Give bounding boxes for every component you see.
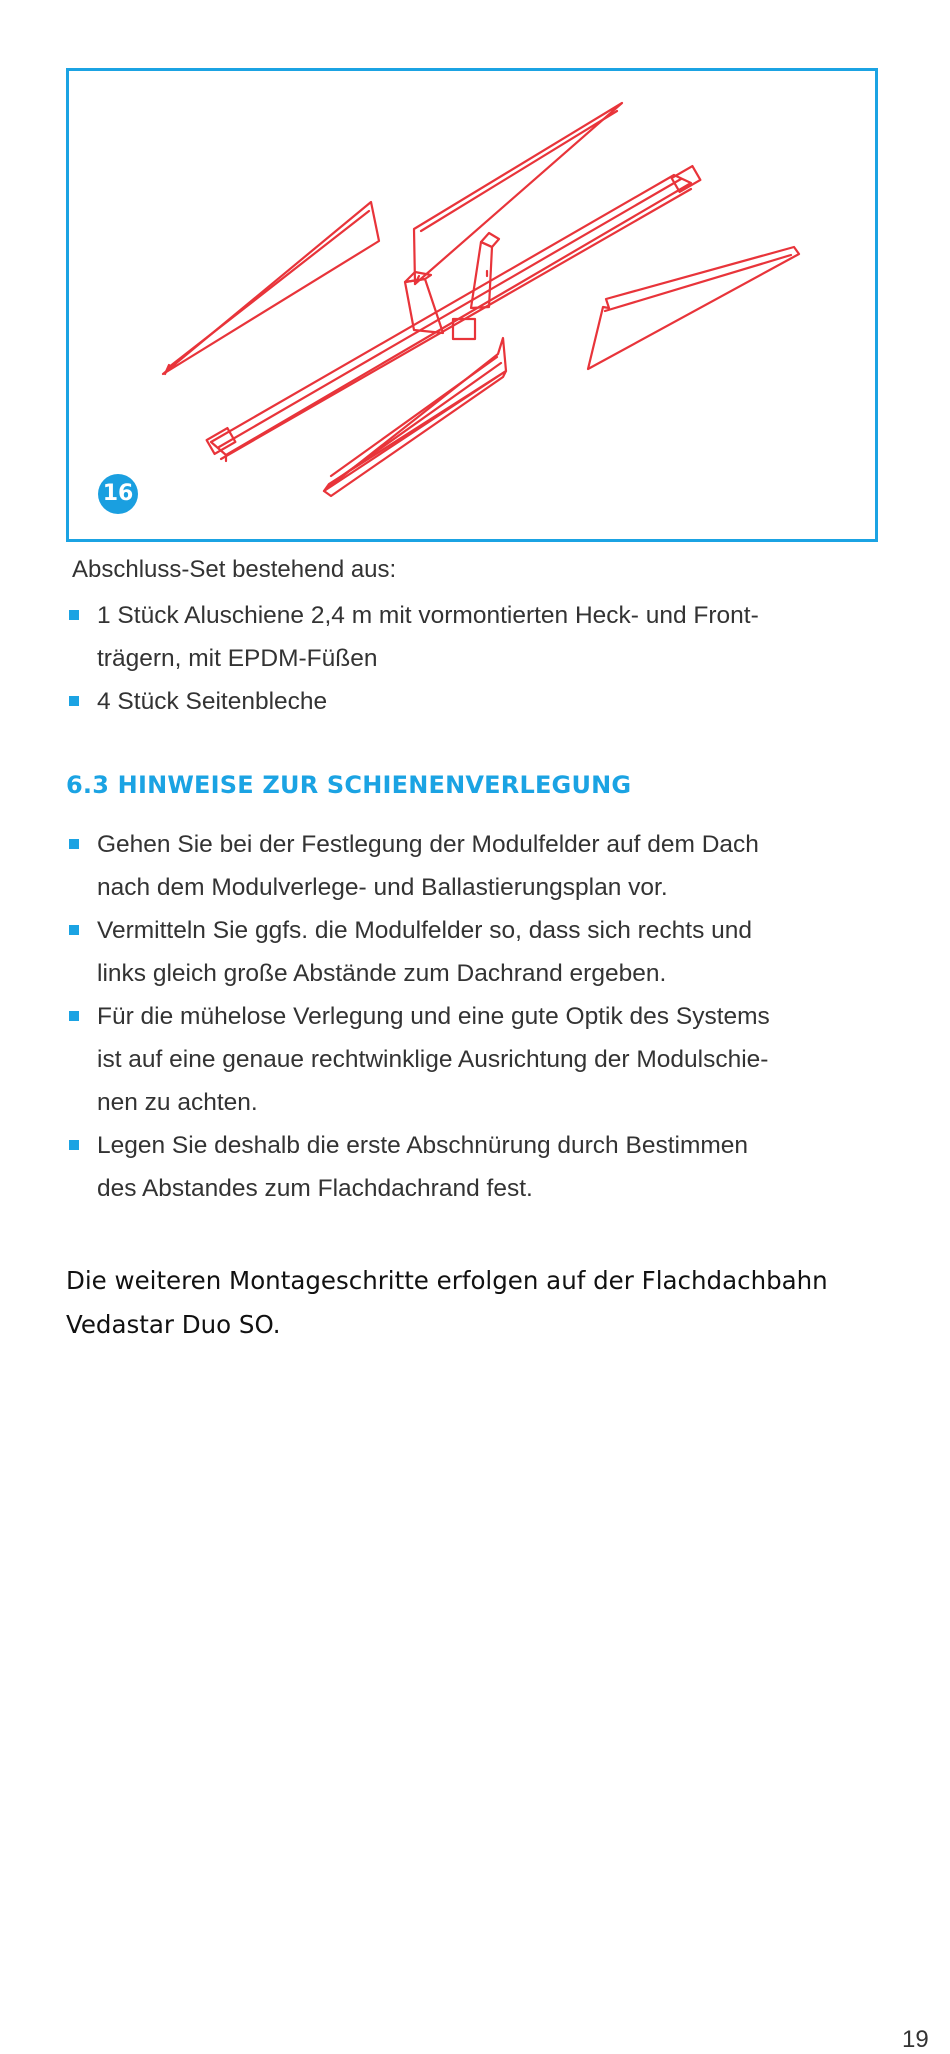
list-item-line: Gehen Sie bei der Festlegung der Modulfelder auf dem Dach <box>97 831 759 858</box>
list-item <box>66 594 886 680</box>
section-heading: 6.3 HINWEISE ZUR SCHIENENVERLEGUNG <box>66 771 632 799</box>
parts-list <box>66 594 886 723</box>
closing-note-line: Vedastar Duo SO. <box>66 1310 281 1339</box>
bullet-square-icon <box>69 696 79 706</box>
bullet-square-icon <box>69 610 79 620</box>
side-plate-right <box>588 247 799 369</box>
list-item <box>66 1124 886 1210</box>
list-item-line: trägern, mit EPDM-Füßen <box>97 645 378 672</box>
list-item-line: nen zu achten. <box>97 1089 258 1116</box>
list-item-line: Für die mühelose Verlegung und eine gute Optik des Systems <box>97 1003 770 1030</box>
side-plate-upper-left <box>163 202 379 374</box>
list-item <box>66 823 886 909</box>
bullet-square-icon <box>69 925 79 935</box>
instructions-list <box>66 823 886 1210</box>
figure-16 <box>66 68 878 542</box>
figure-caption: Abschluss-Set bestehend aus: <box>72 556 397 583</box>
side-plate-top <box>414 103 622 284</box>
mounting-rail-drawing <box>69 71 875 539</box>
list-item-line: ist auf eine genaue rechtwinklige Ausrichtung der Modulschie- <box>97 1046 769 1073</box>
list-item-line: 4 Stück Seitenbleche <box>97 688 328 715</box>
bullet-square-icon <box>69 1140 79 1150</box>
list-item-line: des Abstandes zum Flachdachrand fest. <box>97 1175 533 1202</box>
list-item <box>66 995 886 1124</box>
list-item-line: 1 Stück Aluschiene 2,4 m mit vormontierten Heck- und Front- <box>97 602 759 629</box>
bullet-square-icon <box>69 839 79 849</box>
figure-number-badge: 16 <box>98 474 138 514</box>
page-number: 19 <box>902 2026 929 2053</box>
bullet-square-icon <box>69 1011 79 1021</box>
list-item-line: Legen Sie deshalb die erste Abschnürung durch Bestimmen <box>97 1132 749 1159</box>
list-item-line: nach dem Modulverlege- und Ballastierungsplan vor. <box>97 874 668 901</box>
closing-note <box>66 1259 886 1347</box>
list-item <box>66 909 886 995</box>
list-item-line: Vermitteln Sie ggfs. die Modulfelder so, dass sich rechts und <box>97 917 753 944</box>
closing-note-line: Die weiteren Montageschritte erfolgen auf der Flachdachbahn <box>66 1266 828 1295</box>
list-item <box>66 680 886 723</box>
list-item-line: links gleich große Abstände zum Dachrand ergeben. <box>97 960 667 987</box>
